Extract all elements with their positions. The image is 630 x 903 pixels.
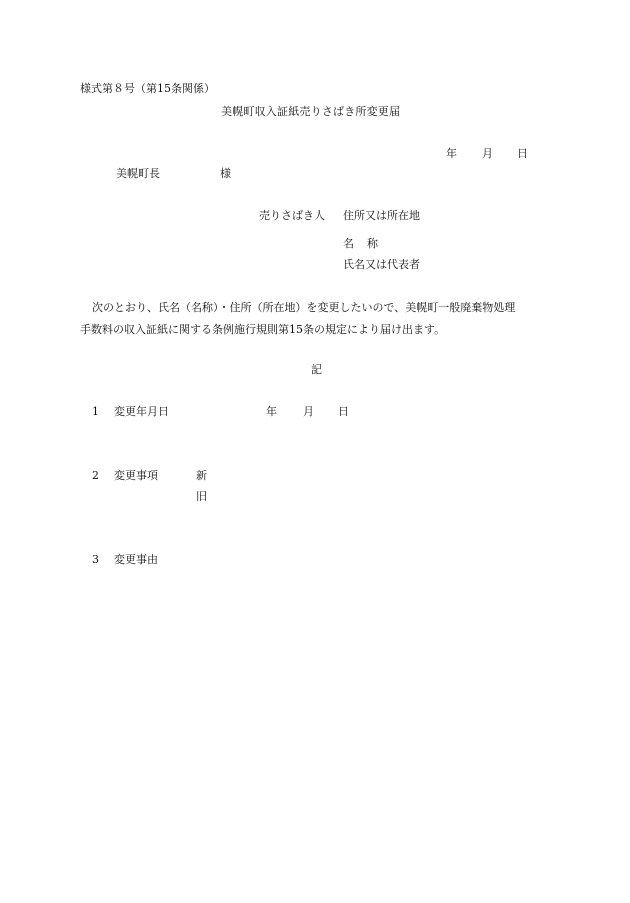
date-day-label: 日 (517, 147, 528, 160)
item-1-month-label: 月 (303, 405, 314, 418)
addressee-name: 美幌町長 (116, 167, 160, 180)
addressee-honorific: 様 (220, 167, 231, 180)
date-year-label: 年 (446, 147, 457, 160)
item-2-old-label: 旧 (196, 490, 207, 503)
document-title: 美幌町収入証紙売りさばき所変更届 (221, 105, 401, 118)
representative-label: 氏名又は代表者 (343, 258, 420, 271)
item-2-new-label: 新 (196, 469, 207, 482)
item-3-number: 3 (92, 553, 99, 566)
item-2-label: 変更事項 (114, 469, 158, 482)
item-1-number: 1 (92, 405, 99, 418)
item-1-day-label: 日 (338, 405, 349, 418)
item-3-label: 変更事由 (114, 553, 158, 566)
applicant-label: 売りさばき人 (259, 209, 325, 222)
name-label: 名称 (343, 237, 391, 250)
form-number: 様式第８号（第15条関係） (80, 82, 215, 95)
item-1-label: 変更年月日 (114, 405, 169, 418)
date-month-label: 月 (482, 147, 493, 160)
body-text-line-1: 次のとおり、氏名（名称）・住所（所在地）を変更したいので、美幌町一般廃棄物処理 (92, 301, 516, 314)
item-1-year-label: 年 (266, 405, 277, 418)
body-text-line-2: 手数料の収入証紙に関する条例施行規則第15条の規定により届け出ます。 (80, 323, 446, 336)
address-label: 住所又は所在地 (343, 209, 420, 222)
item-2-number: 2 (92, 469, 99, 482)
ki-heading: 記 (311, 363, 322, 376)
